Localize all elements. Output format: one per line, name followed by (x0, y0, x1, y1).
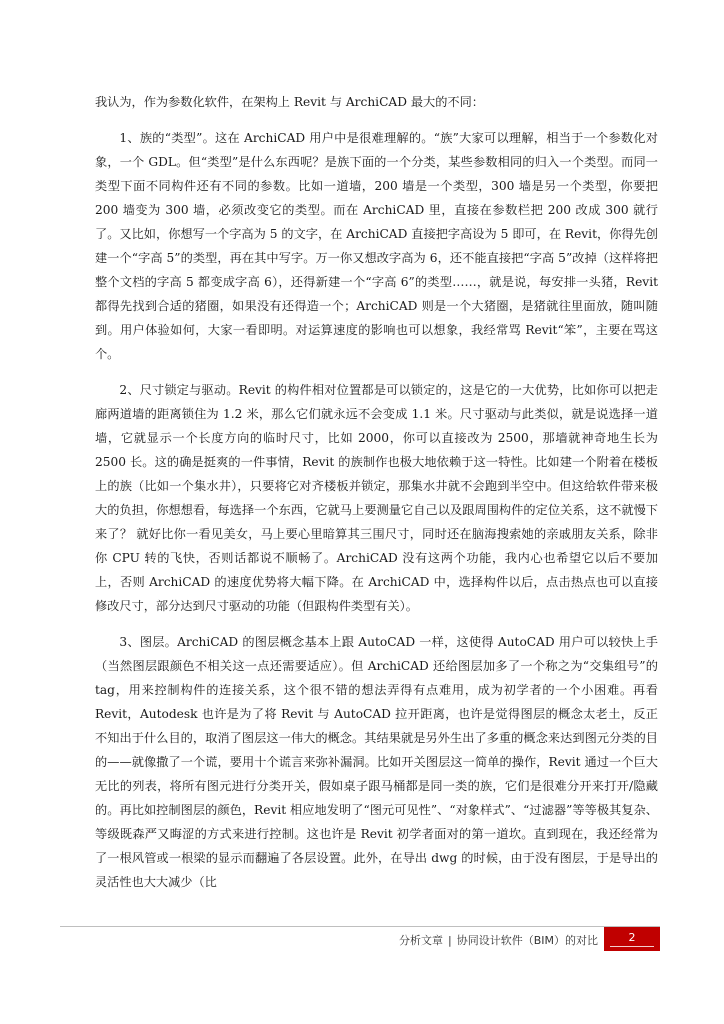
page-number-badge (604, 927, 660, 951)
footer-section: 分析文章 (399, 934, 443, 947)
paragraph-layers: 3、图层。ArchiCAD 的图层概念基本上跟 AutoCAD 一样，这使得 AutoCAD 用户可以较快上手（当然图层跟颜色不相关这一点还需要适应）。但 ArchiCAD 还给图层加多了一个称之为“交集组号”的 tag，用来控制构件的连接关系，这个很不错的想法弄得有点难用，成为初学者的一个小困难。再看 Revit，Autodesk 也许是为了将 Revit 与 AutoCAD 拉开距离，也许是觉得图层的概念太老土，反正不知出于什么目的，取消了图层这一伟大的概念。其结果就是另外生出了多重的概念来达到图元分类的目的——就像撒了一个谎，要用十个谎言来弥补漏洞。比如开关图层这一简单的操作，Revit 通过一个巨大无比的列表，将所有图元进行分类开关，假如桌子跟马桶都是同一类的族，它们是很难分开来打开/隐藏的。再比如控制图层的颜色，Revit 相应地发明了“图元可见性”、“对象样式”、“过滤器”等等极其复杂、等级既森严又晦涩的方式来进行控制。这也许是 Revit 初学者面对的第一道坎。直到现在，我还经常为了一根风管或一根梁的显示而翻遍了各层设置。此外，在导出 dwg 的时候，由于没有图层，于是导出的灵活性也大大减少（比 (95, 635, 658, 889)
footer-title: 协同设计软件（BIM）的对比 (456, 934, 598, 947)
footer-caption (399, 932, 598, 948)
document-body (95, 90, 658, 906)
paragraph-dimension-lock: 2、尺寸锁定与驱动。Revit 的构件相对位置都是可以锁定的，这是它的一大优势，比如你可以把走廊两道墙的距离锁住为 1.2 米，那么它们就永远不会变成 1.1 米。尺寸驱动与此类似，就是说选择一道墙，它就显示一个长度方向的临时尺寸，比如 2000，你可以直接改为 2500，那墙就神奇地生长为 2500 长。这的确是挺爽的一件事情，Revit 的族制作也极大地依赖于这一特性。比如建一个附着在楼板上的族（比如一个集水井），只要将它对齐楼板并锁定，那集水井就不会跑到半空中。但这给软件带来极大的负担，你想想看，每选择一个东西，它就马上要测量它自己以及跟周围构件的定位关系，这不就慢下来了？ 就好比你一看见美女，马上要心里暗算其三围尺寸，同时还在脑海搜索她的亲戚朋友关系，除非你 CPU 转的飞快，否则话都说不顺畅了。ArchiCAD 没有这两个功能，我内心也希望它以后不要加上，否则 ArchiCAD 的速度优势将大幅下降。在 ArchiCAD 中，选择构件以后，点击热点也可以直接修改尺寸，部分达到尺寸驱动的功能（但跟构件类型有关）。 (95, 383, 658, 613)
intro-sentence: 我认为，作为参数化软件，在架构上 Revit 与 ArchiCAD 最大的不同： (95, 95, 484, 109)
paragraph-family-type: 1、族的“类型”。这在 ArchiCAD 用户中是很难理解的。“族”大家可以理解，相当于一个参数化对象，一个 GDL。但“类型”是什么东西呢？是族下面的一个分类，某些参数相同的归入一个类型。而同一类型下面不同构件还有不同的参数。比如一道墙，200 墙是一个类型，300 墙是另一个类型，你要把 200 墙变为 300 墙，必须改变它的类型。而在 ArchiCAD 里，直接在参数栏把 200 改成 300 就行了。又比如，你想写一个字高为 5 的文字，在 ArchiCAD 直接把字高设为 5 即可，在 Revit，你得先创建一个“字高 5”的类型，再在其中写字。万一你又想改字高为 6，还不能直接把“字高 5”改掉（这样将把整个文档的字高 5 都变成字高 6），还得新建一个“字高 6”的类型……，就是说，每安排一头猪，Revit 都得先找到合适的猪圈，如果没有还得造一个；ArchiCAD 则是一个大猪圈，是猪就往里面放，随叫随到。用户体验如何，大家一看即明。对运算速度的影响也可以想象，我经常骂 Revit“笨”，主要在骂这个。 (95, 131, 658, 361)
page-number: 2 (628, 931, 636, 944)
page-footer (60, 926, 660, 951)
footer-separator: | (448, 934, 452, 947)
